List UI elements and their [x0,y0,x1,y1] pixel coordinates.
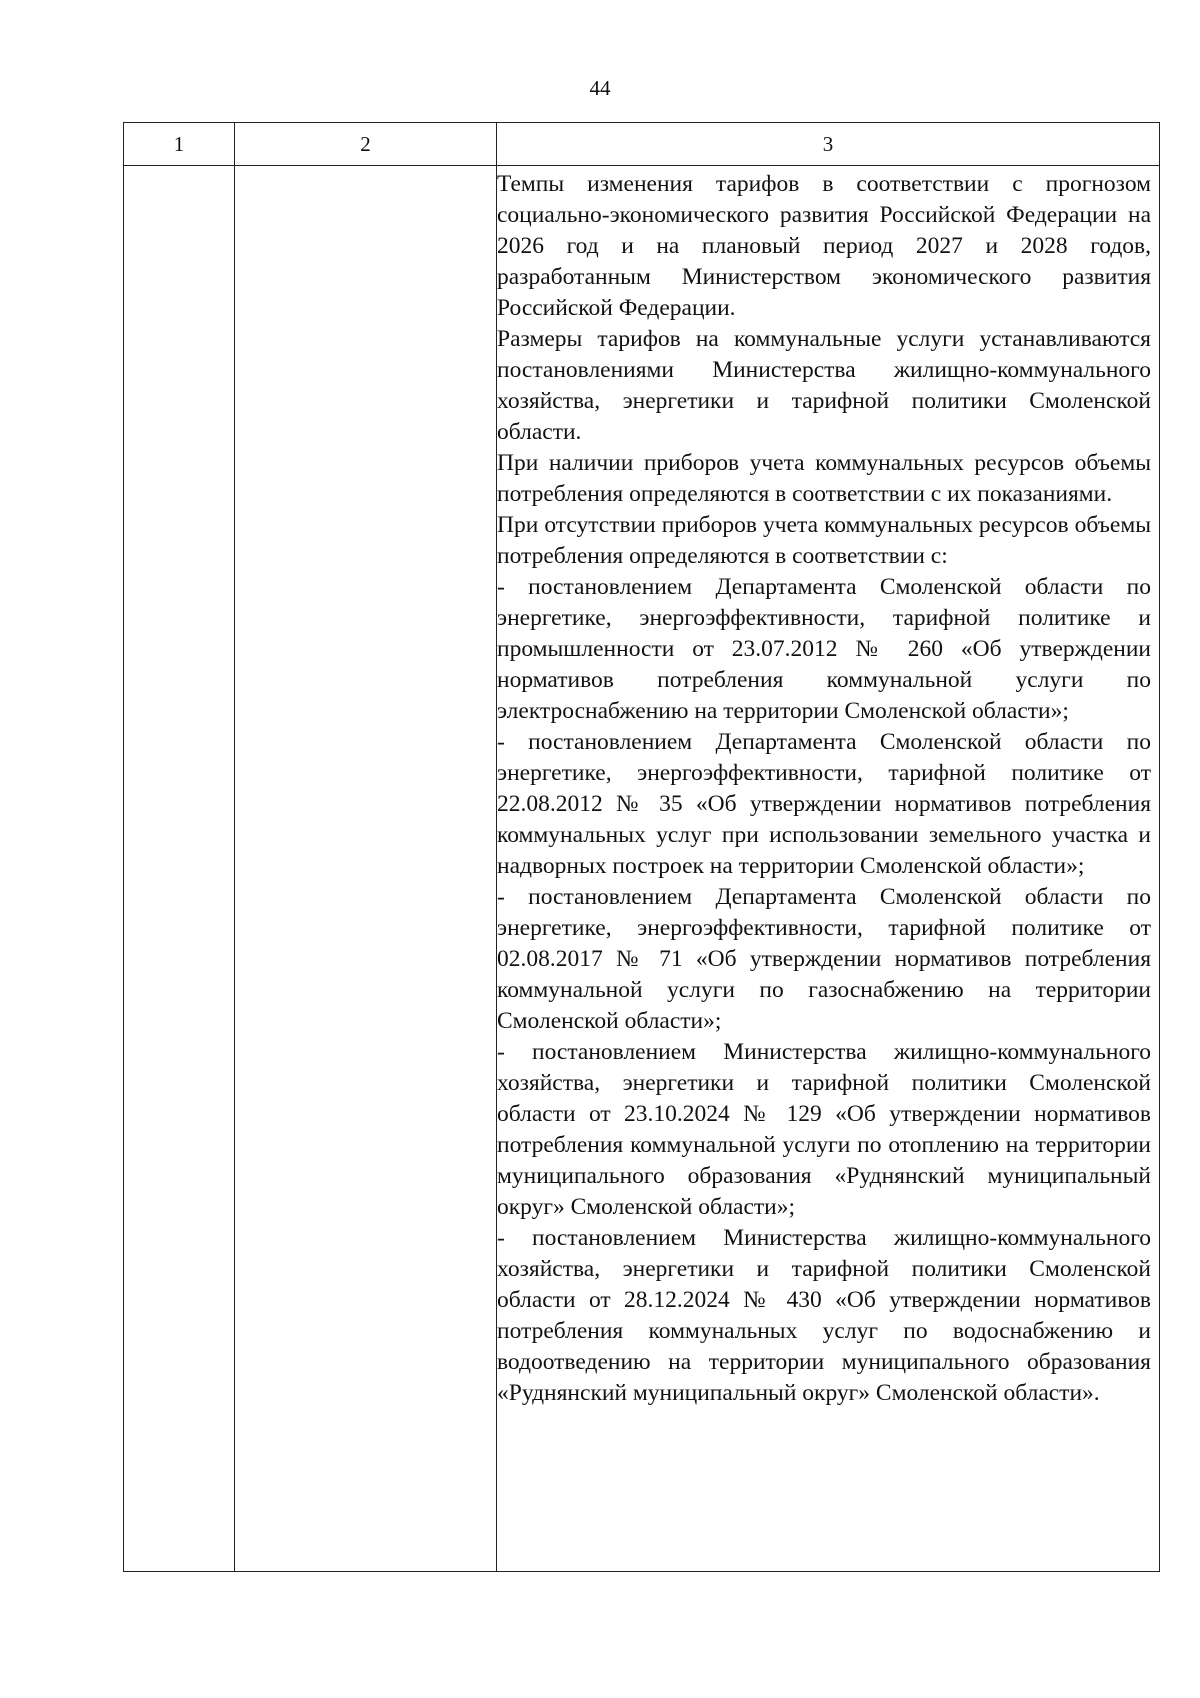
column-divider-1 [234,123,235,1571]
column-header-1: 1 [173,132,185,156]
column-3-cell [497,169,1151,1409]
paragraph-tariff-sizes: Размеры тарифов на коммунальные услуги устанавливаются постановлениями Министерства жилищно-коммунального хозяйства, энергетики и тарифной политики Смоленской области. [497,326,1151,445]
list-item-resolution-129: - постановлением Министерства жилищно-коммунального хозяйства, энергетики и тарифной политики Смоленской области от 23.10.2024 № 129 «Об утверждении нормативов потребления коммунальной услуги по отоплению на территории муниципального образования «Руднянский муниципальный округ» Смоленской области»; [497,1039,1151,1220]
list-item-resolution-430: - постановлением Министерства жилищно-коммунального хозяйства, энергетики и тарифной политики Смоленской области от 28.12.2024 № 430 «Об утверждении нормативов потребления коммунальных услуг по водоснабжению и водоотведению на территории муниципального образования «Руднянский муниципальный округ» Смоленской области». [497,1225,1151,1406]
list-item-resolution-260: - постановлением Департамента Смоленской области по энергетике, энергоэффективности, тарифной политике и промышленности от 23.07.2012 № 260 «Об утверждении нормативов потребления коммунальной услуги по электроснабжению на территории Смоленской области»; [497,574,1151,724]
paragraph-meters-absent: При отсутствии приборов учета коммунальных ресурсов объемы потребления определяются в соответствии с: [497,512,1151,569]
document-table [123,122,1160,1572]
paragraph-tariff-rates: Темпы изменения тарифов в соответствии с прогнозом социально-экономического развития Российской Федерации на 2026 год и на плановый период 2027 и 2028 годов, разработанным Министерством экономического развития Российской Федерации. [497,171,1151,321]
column-header-2: 2 [360,132,371,156]
column-header-3: 3 [822,132,834,156]
table-header-row [124,123,1159,166]
page-number: 44 [589,76,611,100]
list-item-resolution-71: - постановлением Департамента Смоленской области по энергетике, энергоэффективности, тарифной политике от 02.08.2017 № 71 «Об утверждении нормативов потребления коммунальной услуги по газоснабжению на территории Смоленской области»; [497,884,1151,1034]
list-item-resolution-35: - постановлением Департамента Смоленской области по энергетике, энергоэффективности, тарифной политике от 22.08.2012 № 35 «Об утверждении нормативов потребления коммунальных услуг при использовании земельного участка и надворных построек на территории Смоленской области»; [497,729,1151,879]
paragraph-meters-present: При наличии приборов учета коммунальных ресурсов объемы потребления определяются в соответствии с их показаниями. [497,450,1151,507]
